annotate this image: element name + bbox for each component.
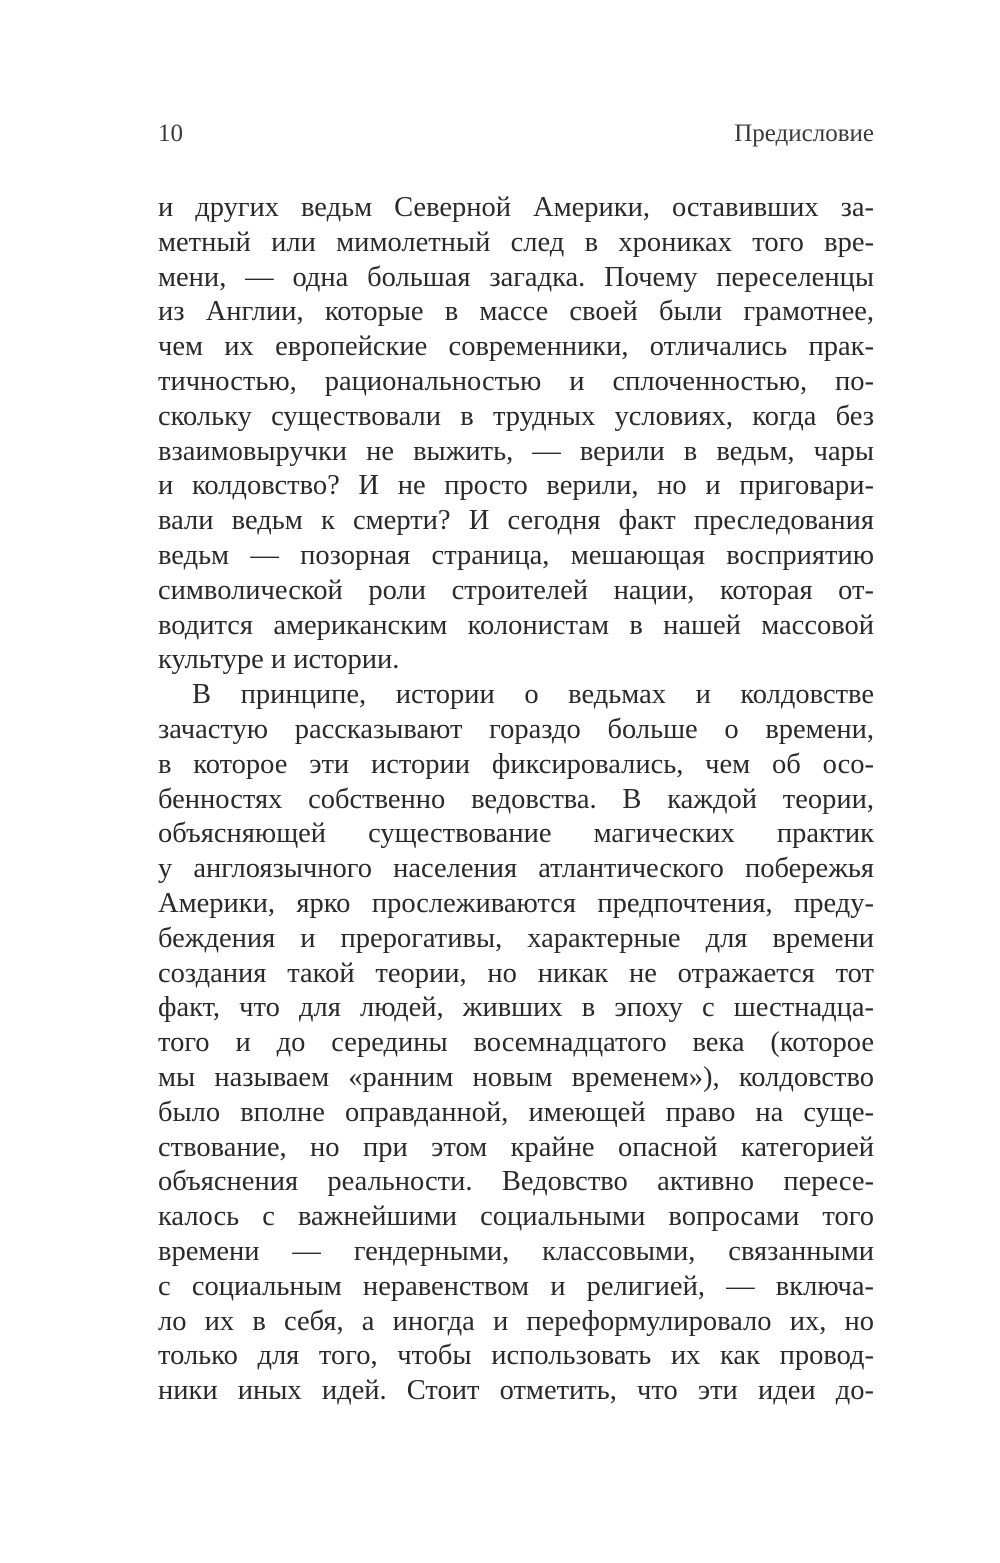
running-head (158, 114, 874, 154)
text-line: мы называем «ранним новым временем»), колдовство (158, 1061, 874, 1093)
text-line: в которое эти истории фиксировались, чем об осо- (158, 748, 874, 780)
body-text (158, 191, 874, 1409)
text-line: создания такой теории, но никак не отражается тот (158, 957, 874, 989)
text-line: взаимовыручки не выжить, — верили в ведьм, чары (158, 435, 874, 467)
text-line: факт, что для людей, живших в эпоху с шестнадца- (158, 992, 874, 1024)
text-line: бенностях собственно ведовства. В каждой теории, (158, 783, 874, 815)
text-line: беждения и прерогативы, характерные для времени (158, 922, 874, 954)
text-line: зачастую рассказывают гораздо больше о времени, (158, 713, 874, 745)
text-line: Америки, ярко прослеживаются предпочтения, преду- (158, 887, 874, 919)
text-line: метный или мимолетный след в хрониках того вре- (158, 226, 874, 258)
text-line: только для того, чтобы использовать их как провод- (158, 1340, 874, 1372)
text-line: объясняющей существование магических практик (158, 818, 874, 850)
text-line: вали ведьм к смерти? И сегодня факт преследования (158, 505, 874, 537)
page-number: 10 (158, 120, 183, 147)
text-line: времени — гендерными, классовыми, связанными (158, 1235, 874, 1267)
text-line: символической роли строителей нации, которая от- (158, 574, 874, 606)
text-line: у англоязычного населения атлантического побережья (158, 853, 874, 885)
text-line: объяснения реальности. Ведовство активно пересе- (158, 1166, 874, 1198)
text-line: и других ведьм Северной Америки, оставивших за- (158, 192, 874, 223)
text-line: чем их европейские современники, отличались прак- (158, 331, 874, 363)
text-line: с социальным неравенством и религией, — включа- (158, 1270, 874, 1302)
text-line: того и до середины восемнадцатого века (которое (158, 1027, 874, 1059)
text-line: мени, — одна большая загадка. Почему переселенцы (158, 261, 874, 293)
text-line: скольку существовали в трудных условиях, когда без (158, 400, 874, 432)
paragraph-end-line: культуре и истории. (158, 644, 400, 676)
text-line: водится американским колонистам в нашей массовой (158, 609, 874, 641)
text-line: ведьм — позорная страница, мешающая восприятию (158, 539, 874, 571)
text-line: калось с важнейшими социальными вопросами того (158, 1201, 874, 1233)
text-line: было вполне оправданной, имеющей право на суще- (158, 1096, 874, 1128)
text-line: тичностью, рациональностью и сплоченностью, по- (158, 365, 874, 397)
chapter-title: Предисловие (734, 120, 874, 147)
text-line: и колдовство? И не просто верили, но и приговари- (158, 470, 874, 502)
text-line: из Англии, которые в массе своей были грамотнее, (158, 296, 874, 328)
text-line: ники иных идей. Стоит отметить, что эти идеи до- (158, 1375, 874, 1407)
text-line: ло их в себя, а иногда и переформулировало их, но (158, 1305, 874, 1337)
paragraph-start-line: В принципе, истории о ведьмах и колдовстве (192, 679, 874, 711)
text-line: ствование, но при этом крайне опасной категорией (158, 1131, 874, 1163)
